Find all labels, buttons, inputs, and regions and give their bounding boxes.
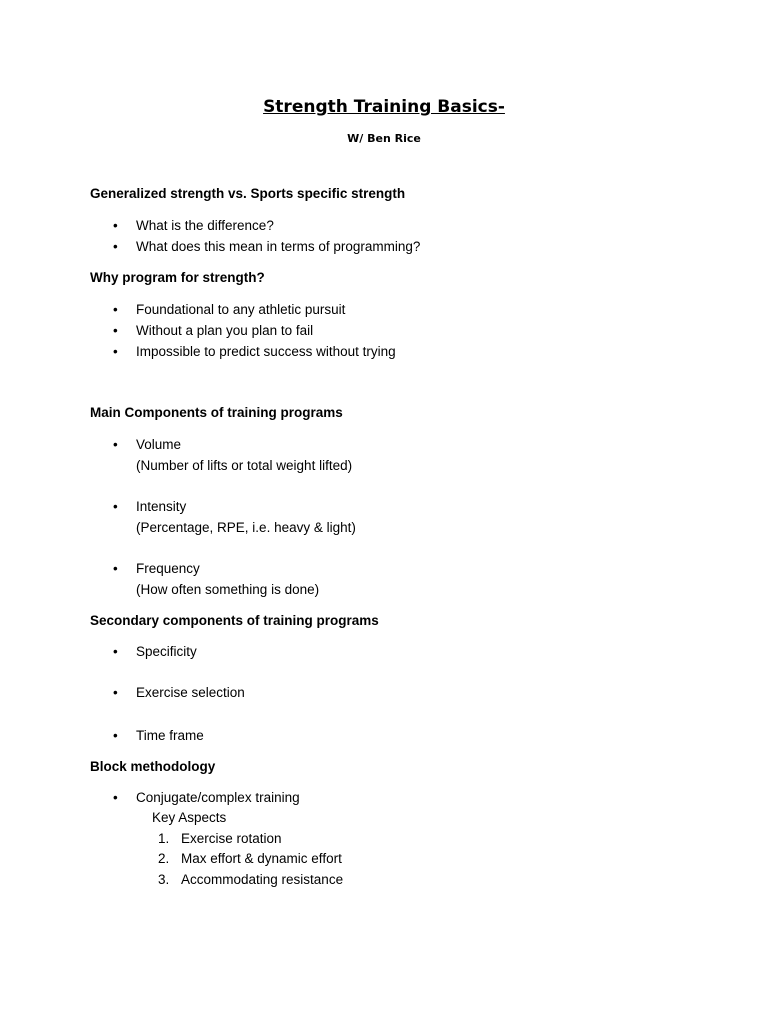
numbered-marker: 3. <box>158 872 170 887</box>
list-item-detail: (Number of lifts or total weight lifted) <box>136 458 353 473</box>
list-item-detail: (Percentage, RPE, i.e. heavy & light) <box>136 520 356 535</box>
numbered-item: Accommodating resistance <box>181 872 344 887</box>
document-subtitle: W/ Ben Rice <box>347 132 421 145</box>
bullet-marker: • <box>113 344 118 359</box>
bullet-marker: • <box>113 561 118 576</box>
bullet-marker: • <box>113 728 118 743</box>
bullet-marker: • <box>113 644 118 659</box>
bullet-marker: • <box>113 790 118 805</box>
list-item: Specificity <box>136 644 197 659</box>
numbered-marker: 2. <box>158 851 170 866</box>
numbered-item: Exercise rotation <box>181 831 282 846</box>
numbered-item: Max effort & dynamic effort <box>181 851 342 866</box>
section-heading-block-methodology: Block methodology <box>90 759 216 774</box>
bullet-marker: • <box>113 323 118 338</box>
list-item: What does this mean in terms of programming? <box>136 239 421 254</box>
numbered-marker: 1. <box>158 831 170 846</box>
section-heading-main-components: Main Components of training programs <box>90 405 343 420</box>
bullet-marker: • <box>113 302 118 317</box>
section-heading-why-program: Why program for strength? <box>90 270 265 285</box>
bullet-marker: • <box>113 239 118 254</box>
bullet-marker: • <box>113 499 118 514</box>
list-item-label: Conjugate/complex training <box>136 790 300 805</box>
list-item: Without a plan you plan to fail <box>136 323 314 338</box>
list-item-label: Volume <box>136 437 182 452</box>
bullet-marker: • <box>113 218 118 233</box>
list-item-label: Intensity <box>136 499 187 514</box>
list-item: Time frame <box>136 728 204 743</box>
bullet-marker: • <box>113 685 118 700</box>
document-title: Strength Training Basics- <box>263 97 505 117</box>
section-heading-secondary-components: Secondary components of training programs <box>90 613 379 628</box>
section-heading-generalized-strength: Generalized strength vs. Sports specific strength <box>90 186 406 201</box>
list-item: Impossible to predict success without trying <box>136 344 396 359</box>
list-item-label: Frequency <box>136 561 200 576</box>
list-item-sublabel: Key Aspects <box>152 810 227 825</box>
list-item: Foundational to any athletic pursuit <box>136 302 346 317</box>
list-item-detail: (How often something is done) <box>136 582 320 597</box>
list-item: What is the difference? <box>136 218 274 233</box>
list-item: Exercise selection <box>136 685 245 700</box>
bullet-marker: • <box>113 437 118 452</box>
